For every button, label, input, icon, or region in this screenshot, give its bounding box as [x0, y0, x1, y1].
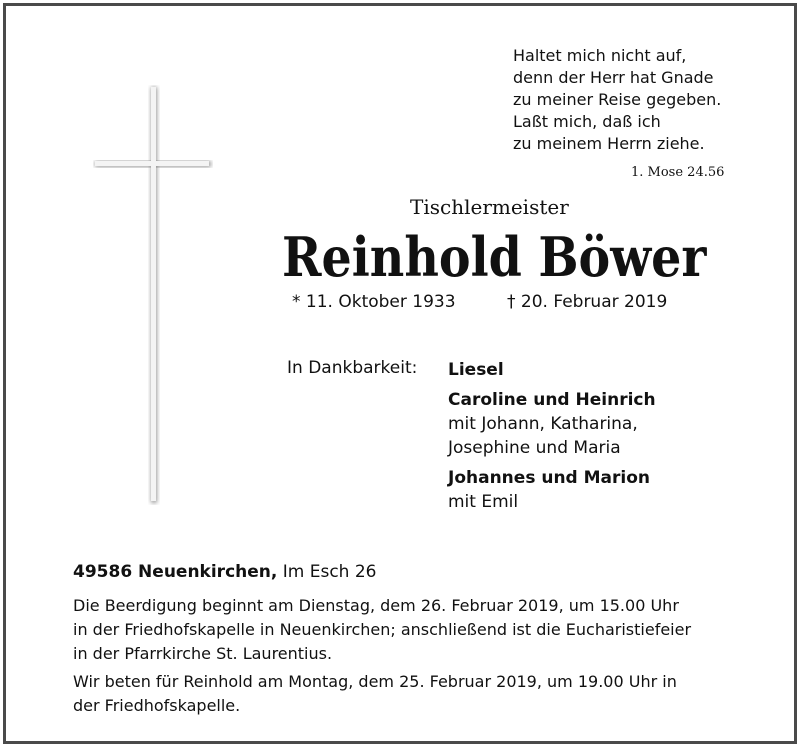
verse-line: zu meinem Herrn ziehe.	[513, 134, 705, 153]
funeral-info	[73, 594, 763, 666]
mourners-list	[448, 358, 656, 520]
mourner-line: Liesel	[448, 360, 504, 380]
verse-line: Haltet mich nicht auf,	[513, 46, 687, 65]
verse-reference: 1. Mose 24.56	[631, 165, 725, 180]
mourner-line: mit Johann, Katharina,	[448, 414, 638, 434]
mourner-line: mit Emil	[448, 492, 519, 512]
mourner-group	[448, 358, 656, 382]
prayer-line: der Friedhofskapelle.	[73, 696, 241, 715]
mourner-line: Johannes und Marion	[448, 468, 651, 488]
mourner-group	[448, 388, 656, 460]
verse-line: denn der Herr hat Gnade	[513, 68, 714, 87]
mourners-label: In Dankbarkeit:	[287, 358, 418, 378]
birth-date: * 11. Oktober 1933	[292, 292, 456, 312]
prayer-info	[73, 670, 763, 718]
mourner-line: Josephine und Maria	[448, 438, 621, 458]
address-street: Im Esch 26	[282, 562, 377, 582]
address	[73, 562, 376, 582]
address-city: 49586 Neuenkirchen,	[73, 562, 278, 582]
verse-line: Laßt mich, daß ich	[513, 112, 661, 131]
death-date: † 20. Februar 2019	[507, 292, 668, 312]
cross-icon	[93, 85, 213, 505]
verse-line: zu meiner Reise gegeben.	[513, 90, 722, 109]
mourner-group	[448, 466, 656, 514]
funeral-line: in der Friedhofskapelle in Neuenkirchen; anschließend ist die Eucharistiefeier	[73, 620, 692, 639]
funeral-line: Die Beerdigung beginnt am Dienstag, dem 26. Februar 2019, um 15.00 Uhr	[73, 596, 679, 615]
mourner-line: Caroline und Heinrich	[448, 390, 656, 410]
bible-verse	[513, 45, 721, 155]
funeral-line: in der Pfarrkirche St. Laurentius.	[73, 644, 333, 663]
profession: Tischlermeister	[410, 195, 569, 219]
prayer-line: Wir beten für Reinhold am Montag, dem 25. Februar 2019, um 19.00 Uhr in	[73, 672, 677, 691]
deceased-name: Reinhold Böwer	[282, 225, 707, 289]
